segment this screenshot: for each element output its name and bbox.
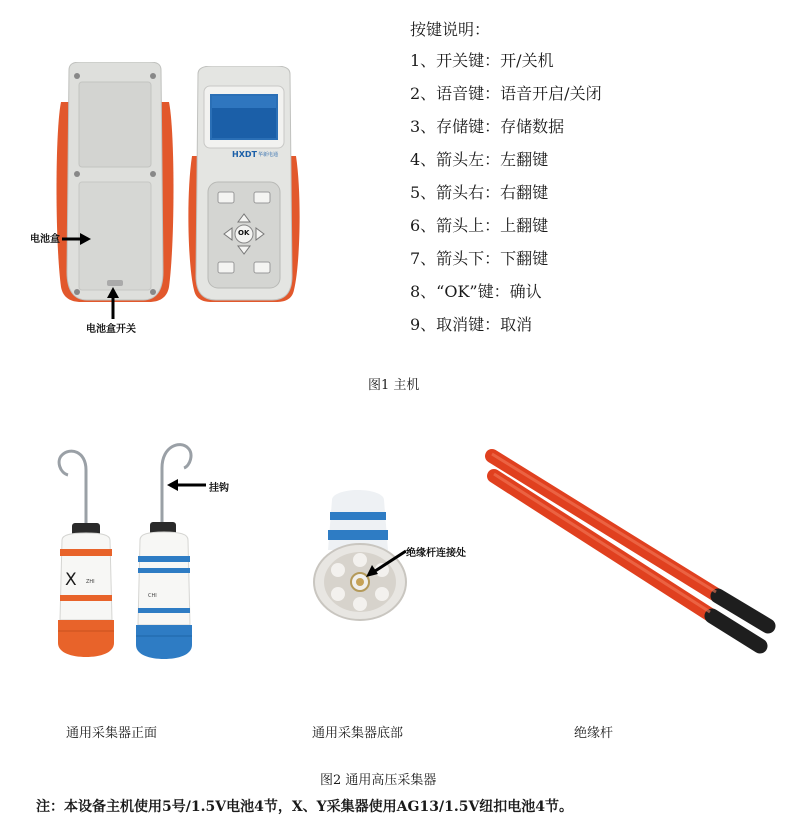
- key-item: 8、“OK”键：确认: [410, 282, 542, 301]
- arrow-right-icon: [62, 232, 92, 246]
- arrow-diagonal-icon: [364, 549, 406, 579]
- subcaption-bottom: 通用采集器底部: [312, 726, 404, 741]
- device-brand-text: HXDT: [232, 150, 257, 159]
- key-item: 4、箭头左：左翻键: [410, 150, 549, 169]
- keys-title: 按键说明：: [410, 20, 491, 39]
- collector-y-image: [132, 440, 202, 662]
- key-item: 6、箭头上：上翻键: [410, 216, 549, 235]
- key-item: 1、开关键：开/关机: [410, 51, 554, 70]
- collector-x-small-text: ZHI: [86, 579, 95, 585]
- collector-x-mark: X: [65, 570, 77, 590]
- key-item: 3、存储键：存储数据: [410, 117, 565, 136]
- device-front-image: [188, 66, 300, 304]
- key-item: 9、取消键：取消: [410, 315, 533, 334]
- battery-box-label: 电池盒: [30, 234, 60, 245]
- connector-label: 绝缘杆连接处: [406, 548, 466, 559]
- key-item: 5、箭头右：右翻键: [410, 183, 549, 202]
- battery-note: 注：本设备主机使用5号/1.5V电池4节，X、Y采集器使用AG13/1.5V纽扣电池4节。: [36, 799, 574, 815]
- key-item: 2、语音键：语音开启/关闭: [410, 84, 602, 103]
- subcaption-front: 通用采集器正面: [66, 726, 158, 741]
- arrow-up-icon: [106, 286, 120, 320]
- ok-key-text: OK: [238, 229, 250, 237]
- key-item: 7、箭头下：下翻键: [410, 249, 549, 268]
- insulating-rod-image: [478, 440, 778, 655]
- collector-x-image: [50, 445, 120, 660]
- figure1-caption: 图1 主机: [368, 378, 420, 393]
- device-brand-subtext: 华新电通: [258, 152, 279, 158]
- device-back-image: [55, 62, 175, 304]
- key-list: [410, 51, 602, 348]
- collector-y-small-text: CHI: [148, 593, 157, 599]
- subcaption-rod: 绝缘杆: [574, 726, 614, 741]
- battery-switch-label: 电池盒开关: [86, 324, 136, 335]
- hook-label: 挂钩: [209, 483, 229, 494]
- figure2-caption: 图2 通用高压采集器: [320, 773, 437, 788]
- arrow-left-icon: [166, 478, 206, 492]
